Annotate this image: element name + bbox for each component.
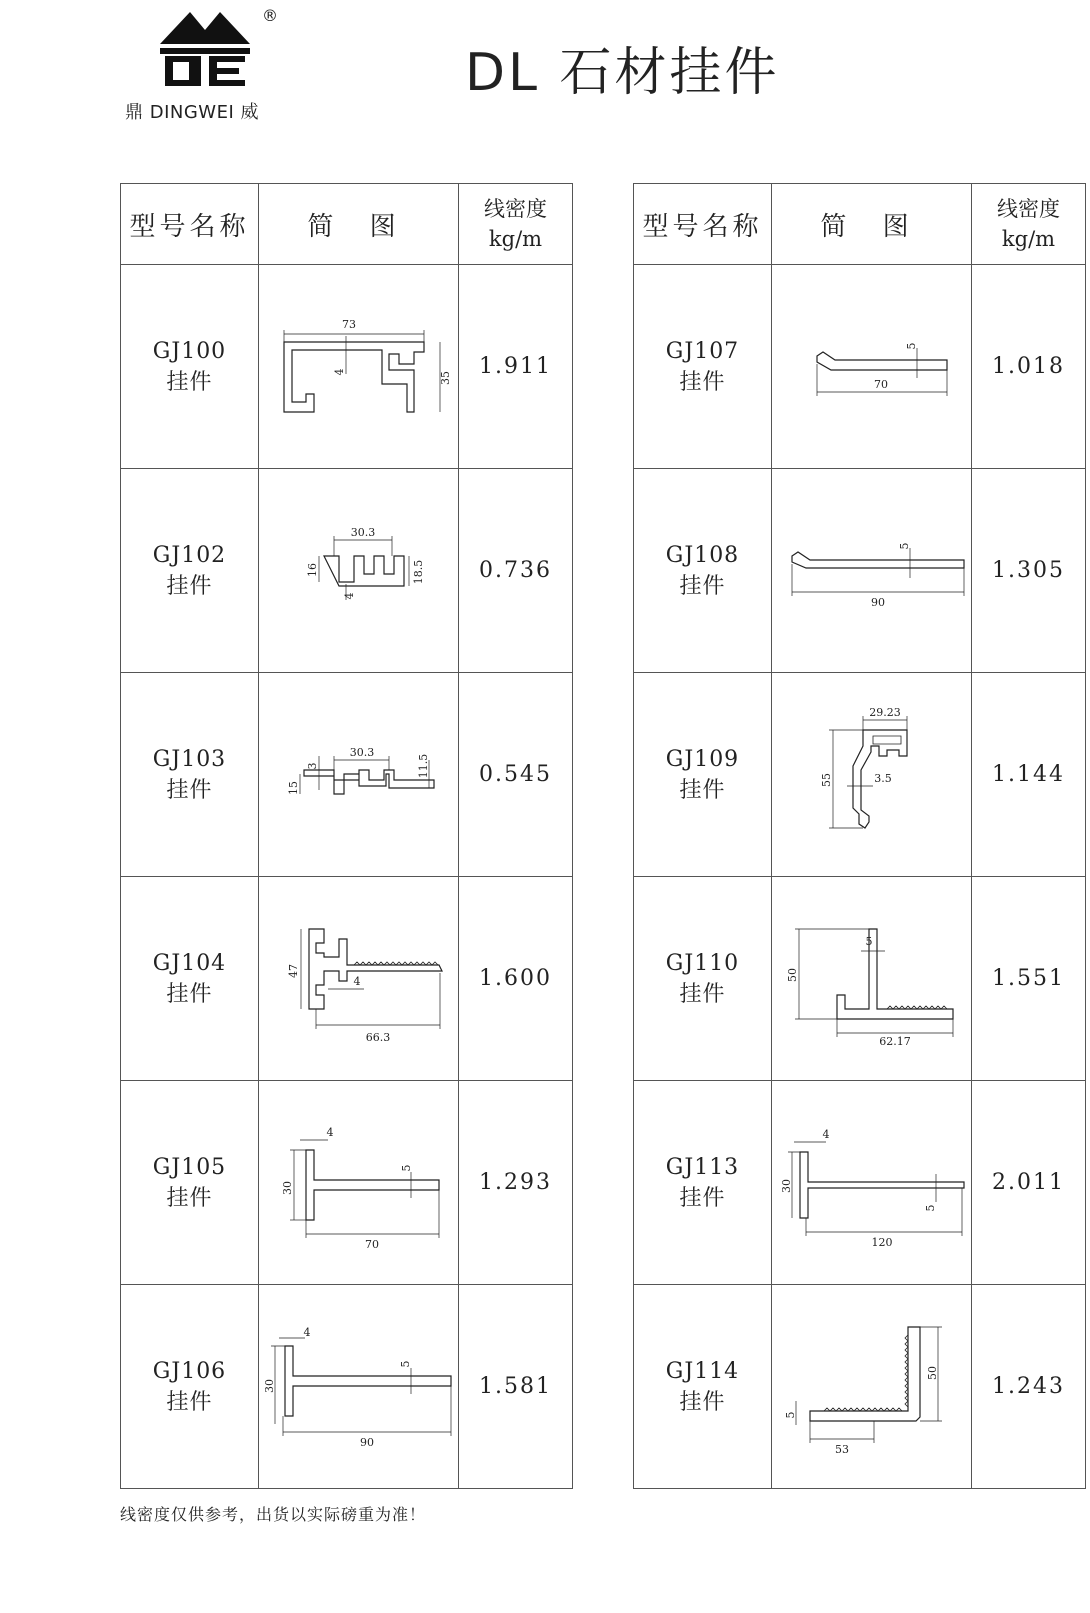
profile-drawing-gj108 (772, 469, 972, 673)
density-value: 1.911 (459, 265, 573, 469)
table-header-row (121, 184, 573, 265)
profile-drawing-gj109 (772, 673, 972, 877)
header-density: 线密度 kg/m (972, 184, 1086, 265)
svg-text:4: 4 (332, 368, 346, 375)
density-value: 1.018 (972, 265, 1086, 469)
svg-text:15: 15 (286, 780, 300, 795)
model-cell: GJ105 挂件 (121, 1081, 259, 1285)
table-row (634, 877, 1086, 1081)
model-cell: GJ107 挂件 (634, 265, 772, 469)
model-cell: GJ113 挂件 (634, 1081, 772, 1285)
model-cell: GJ102 挂件 (121, 469, 259, 673)
svg-text:62.17: 62.17 (878, 1034, 911, 1048)
svg-text:4: 4 (342, 592, 356, 599)
svg-text:30: 30 (779, 1178, 793, 1193)
footnote: 线密度仅供参考，出货以实际磅重为准！ (120, 1505, 427, 1524)
profile-drawing-gj102 (259, 469, 459, 673)
page-title: DL 石材挂件 (465, 43, 780, 103)
header-figure: 简 图 (259, 184, 459, 265)
model-cell: GJ109 挂件 (634, 673, 772, 877)
svg-text:3: 3 (305, 762, 319, 769)
svg-text:73: 73 (341, 317, 356, 331)
svg-text:5: 5 (923, 1204, 937, 1211)
table-row (634, 469, 1086, 673)
header-model: 型号名称 (121, 184, 259, 265)
svg-text:5: 5 (897, 542, 911, 549)
table-row (634, 1081, 1086, 1285)
svg-text:70: 70 (873, 377, 888, 391)
header-figure: 简 图 (772, 184, 972, 265)
table-row (121, 469, 573, 673)
svg-text:30: 30 (280, 1180, 294, 1195)
spec-table-left (120, 183, 573, 1489)
density-value: 0.736 (459, 469, 573, 673)
header-model: 型号名称 (634, 184, 772, 265)
table-row (121, 1081, 573, 1285)
table-row (634, 1285, 1086, 1489)
table-row (121, 877, 573, 1081)
table-row (121, 1285, 573, 1489)
spec-table-right (633, 183, 1086, 1489)
density-value: 1.581 (459, 1285, 573, 1489)
model-cell: GJ106 挂件 (121, 1285, 259, 1489)
density-value: 1.144 (972, 673, 1086, 877)
svg-text:30.3: 30.3 (350, 525, 375, 539)
svg-text:5: 5 (904, 342, 918, 349)
model-cell: GJ100 挂件 (121, 265, 259, 469)
svg-text:29.23: 29.23 (868, 705, 901, 719)
dingwei-logo-mark (155, 4, 255, 92)
profile-drawing-gj110 (772, 877, 972, 1081)
svg-text:90: 90 (359, 1435, 374, 1449)
model-cell: GJ108 挂件 (634, 469, 772, 673)
svg-text:5: 5 (865, 934, 872, 948)
svg-text:4: 4 (822, 1127, 829, 1141)
density-value: 2.011 (972, 1081, 1086, 1285)
svg-text:4: 4 (353, 974, 360, 988)
svg-text:50: 50 (785, 967, 799, 982)
profile-drawing-gj105 (259, 1081, 459, 1285)
brand-logo (125, 4, 285, 123)
brand-name: 鼎 DINGWEI 威 (125, 102, 260, 123)
density-value: 1.305 (972, 469, 1086, 673)
svg-text:53: 53 (834, 1442, 849, 1456)
svg-text:120: 120 (871, 1235, 892, 1248)
svg-text:55: 55 (819, 772, 833, 787)
density-value: 1.551 (972, 877, 1086, 1081)
table-row (634, 265, 1086, 469)
svg-text:35: 35 (438, 370, 452, 385)
profile-drawing-gj104 (259, 877, 459, 1081)
svg-text:30: 30 (262, 1378, 276, 1393)
svg-text:66.3: 66.3 (365, 1030, 390, 1044)
model-cell: GJ103 挂件 (121, 673, 259, 877)
svg-text:16: 16 (305, 562, 319, 577)
density-value: 1.293 (459, 1081, 573, 1285)
density-value: 0.545 (459, 673, 573, 877)
svg-text:70: 70 (364, 1237, 379, 1248)
svg-text:4: 4 (326, 1125, 333, 1139)
svg-text:18.5: 18.5 (411, 559, 425, 584)
registered-mark: ® (262, 6, 278, 25)
svg-text:5: 5 (783, 1411, 797, 1418)
svg-text:4: 4 (303, 1325, 310, 1339)
svg-text:3.5: 3.5 (873, 771, 892, 785)
header-density: 线密度 kg/m (459, 184, 573, 265)
profile-drawing-gj103 (259, 673, 459, 877)
model-cell: GJ114 挂件 (634, 1285, 772, 1489)
density-value: 1.243 (972, 1285, 1086, 1489)
profile-drawing-gj100 (259, 265, 459, 469)
profile-drawing-gj106 (259, 1285, 459, 1489)
model-cell: GJ104 挂件 (121, 877, 259, 1081)
svg-text:11.5: 11.5 (416, 753, 430, 778)
table-row (121, 265, 573, 469)
svg-text:90: 90 (870, 595, 885, 609)
model-cell: GJ110 挂件 (634, 877, 772, 1081)
table-row (634, 673, 1086, 877)
profile-drawing-gj113 (772, 1081, 972, 1285)
svg-text:50: 50 (925, 1365, 939, 1380)
table-header-row (634, 184, 1086, 265)
table-row (121, 673, 573, 877)
svg-text:30.3: 30.3 (349, 745, 374, 759)
svg-text:5: 5 (398, 1360, 412, 1367)
svg-text:47: 47 (286, 963, 300, 978)
profile-drawing-gj107 (772, 265, 972, 469)
profile-drawing-gj114 (772, 1285, 972, 1489)
density-value: 1.600 (459, 877, 573, 1081)
svg-text:5: 5 (399, 1164, 413, 1171)
